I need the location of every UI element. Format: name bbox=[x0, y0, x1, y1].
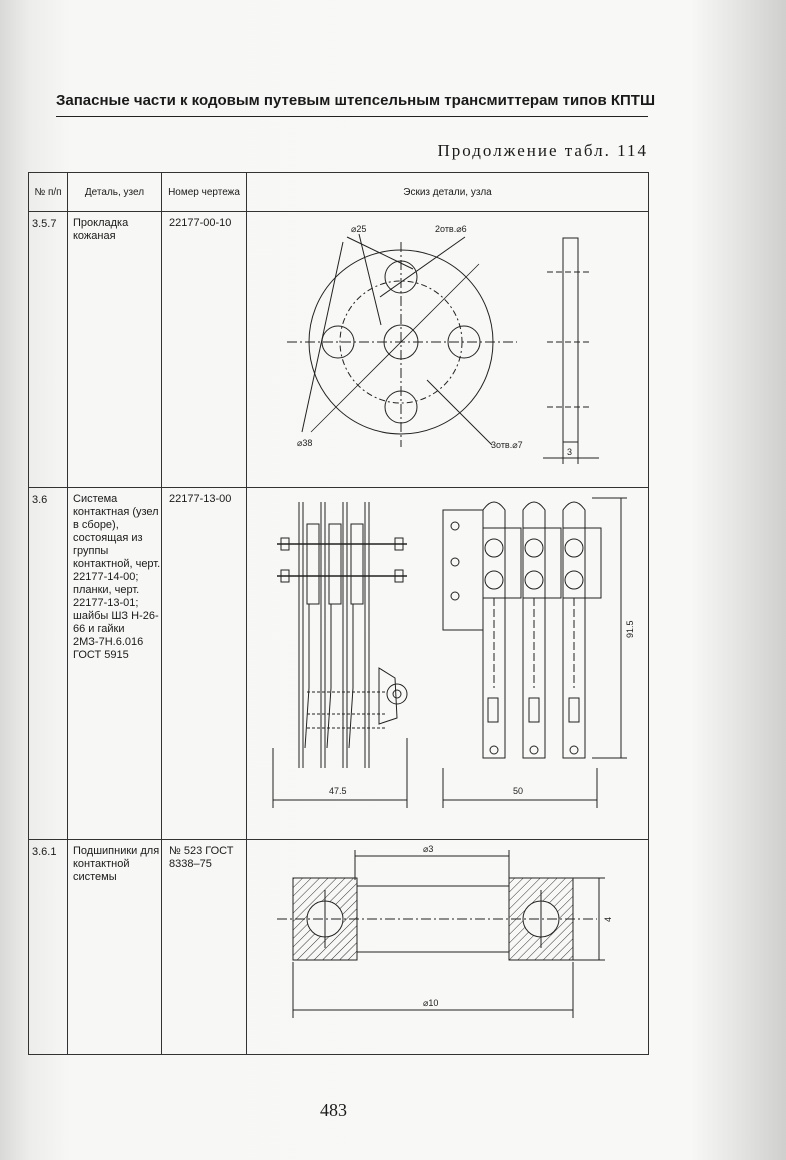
dim-thickness: 3 bbox=[567, 447, 573, 457]
part-name: Прокладка кожаная bbox=[68, 212, 162, 488]
row-number: 3.6 bbox=[29, 488, 68, 840]
row-number: 3.6.1 bbox=[29, 840, 68, 1055]
dim-width: 4 bbox=[603, 916, 613, 922]
drawing-number: № 523 ГОСТ 8338–75 bbox=[162, 840, 247, 1055]
header-rule bbox=[56, 116, 648, 117]
gasket-sketch bbox=[247, 212, 649, 488]
part-name: Система контактная (узел в сборе), состоящая из группы контактной, черт. 22177-14-00; планки, черт. 22177-13-01; шайбы ШЗ Н-26-66 и гайки 2МЗ-7Н.6.016 ГОСТ 5915 bbox=[68, 488, 162, 840]
running-head: Запасные части к кодовым путевым штепсельным трансмиттерам типов КПТШ bbox=[56, 92, 656, 109]
parts-table bbox=[28, 172, 649, 1055]
contact-system-drawing bbox=[247, 488, 649, 833]
header-sketch: Эскиз детали, узла bbox=[247, 173, 649, 212]
part-name: Подшипники для контактной системы bbox=[68, 840, 162, 1055]
bearing-sketch bbox=[247, 840, 649, 1055]
bearing-drawing bbox=[247, 840, 649, 1048]
header-number: № п/п bbox=[29, 173, 68, 212]
page-number: 483 bbox=[320, 1100, 347, 1120]
dim-width-front: 50 bbox=[513, 786, 524, 796]
header-part: Деталь, узел bbox=[68, 173, 162, 212]
table-row bbox=[29, 212, 649, 488]
table-header-row bbox=[29, 173, 649, 212]
dim-d25: ⌀25 bbox=[351, 224, 367, 234]
dim-d38: ⌀38 bbox=[297, 438, 313, 448]
contact-system-sketch bbox=[247, 488, 649, 840]
drawing-number: 22177-00-10 bbox=[162, 212, 247, 488]
gasket-drawing bbox=[247, 212, 649, 481]
row-number: 3.5.7 bbox=[29, 212, 68, 488]
table-row bbox=[29, 840, 649, 1055]
drawing-number: 22177-13-00 bbox=[162, 488, 247, 840]
dim-width-side: 47.5 bbox=[329, 786, 347, 796]
header-drawing: Номер чертежа bbox=[162, 173, 247, 212]
dim-holes7: 3отв.⌀7 bbox=[491, 440, 523, 450]
table-row bbox=[29, 488, 649, 840]
dim-height: 91.5 bbox=[625, 620, 635, 638]
dim-outer-diameter: ⌀10 bbox=[423, 998, 439, 1008]
dim-inner-diameter: ⌀3 bbox=[423, 844, 434, 854]
dim-holes6: 2отв.⌀6 bbox=[435, 224, 467, 234]
table-continuation-caption: Продолжение табл. 114 bbox=[437, 141, 648, 160]
